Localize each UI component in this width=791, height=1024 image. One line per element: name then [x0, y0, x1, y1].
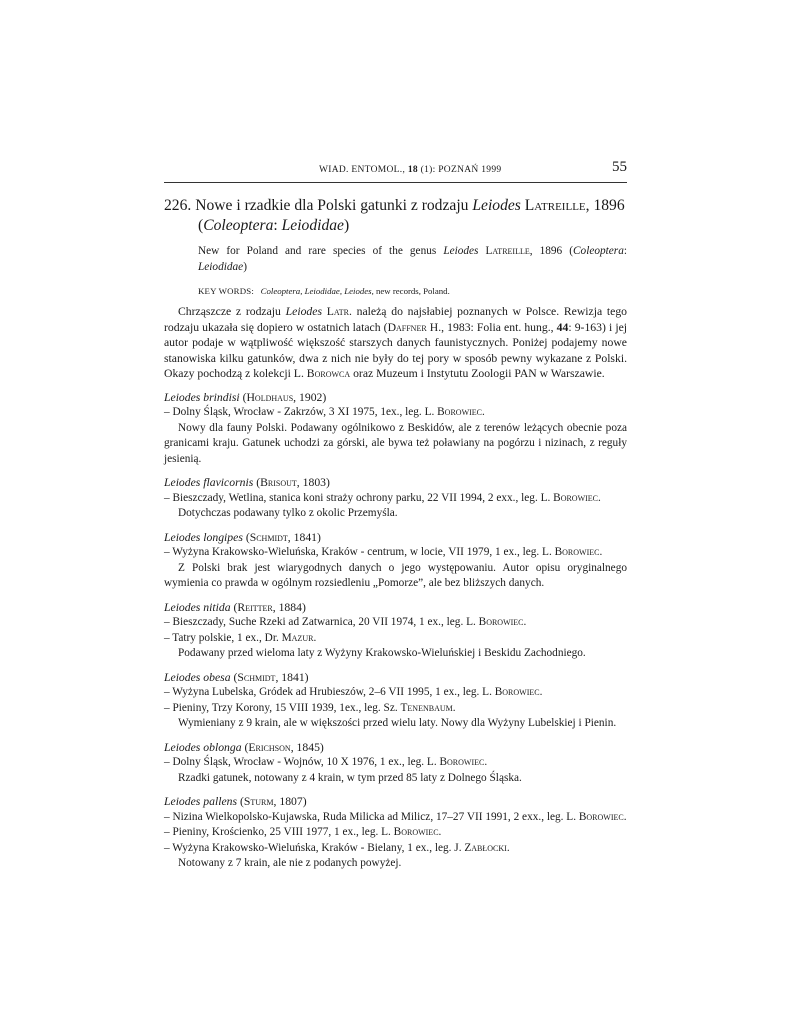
volume-number: 18: [407, 165, 418, 175]
species-list: [164, 390, 627, 872]
species-heading: Leiodes obesa (Schmidt, 1841): [164, 670, 309, 684]
collector-name: Borowiec: [437, 406, 483, 418]
species-note: Podawany przed wieloma laty z Wyżyny Krakowsko-Wieluńskiej i Beskidu Zachodniego.: [178, 647, 586, 659]
collector-name: Borowiec: [393, 826, 439, 838]
species-note: Z Polski brak jest wiarygodnych danych o jego występowaniu. Autor opisu oryginalnego wymienia co prawda w ogólnym rozsiedleniu „Pomorze”, ale bez bliższych danych.: [164, 561, 627, 589]
species-year: , 1841): [275, 670, 309, 684]
species-heading: Leiodes longipes (Schmidt, 1841): [164, 530, 321, 544]
species-note: Wymieniany z 9 krain, ale w większości przed wielu laty. Nowy dla Wyżyny Lubelskiej i Pienin.: [178, 717, 617, 729]
species-author: Reitter: [237, 600, 273, 614]
species-year: , 1807): [273, 795, 307, 808]
species-heading: Leiodes nitida (Reitter, 1884): [164, 600, 306, 614]
species-author: Sturm: [243, 795, 274, 808]
locality-record: – Tatry polskie, 1 ex., Dr. Mazur.: [164, 631, 317, 644]
collector-name: Borowiec: [553, 491, 599, 504]
species-name: Leiodes longipes: [164, 530, 243, 544]
species-year: , 1841): [287, 530, 321, 544]
locality-record: – Pieniny, Trzy Korony, 15 VIII 1939, 1ex., leg. Sz. Tenenbaum.: [164, 701, 456, 714]
species-note: Nowy dla fauny Polski. Podawany ogólnikowo z Beskidów, ale z terenów leżących obecnie poza granicami kraju. Gatunek uchodzi za górski, ale bywa też poławiany na pogórzu i nizinach, z reguły jesienią.: [164, 421, 627, 465]
species-name: Leiodes pallens: [164, 795, 238, 808]
species-name: Leiodes oblonga: [164, 740, 242, 754]
collector-name: Borowiec: [494, 686, 540, 698]
locality-record: – Dolny Śląsk, Wrocław - Zakrzów, 3 XI 1975, 1ex., leg. L. Borowiec.: [164, 406, 485, 418]
species-author: Schmidt: [249, 530, 288, 544]
running-header: [164, 160, 627, 183]
locality-record: – Wyżyna Krakowsko-Wieluńska, Kraków - centrum, w locie, VII 1979, 1 ex., leg. L. Borowiec.: [164, 546, 603, 558]
journal-citation: WIAD. ENTOMOL., 18 (1): POZNAŃ 1999: [319, 165, 502, 175]
locality-record: – Bieszczady, Wetlina, stanica koni straży ochrony parku, 22 VII 1994, 2 exx., leg. L. Borowiec.: [164, 491, 601, 504]
species-author: Schmidt: [237, 670, 276, 684]
species-note: Dotychczas podawany tylko z okolic Przemyśla.: [178, 507, 398, 519]
species-note: Rzadki gatunek, notowany z 4 krain, w tym przed 85 laty z Dolnego Śląska.: [178, 771, 522, 784]
species-heading: Leiodes oblonga (Erichson, 1845): [164, 740, 324, 754]
species-year: , 1884): [272, 600, 306, 614]
species-name: Leiodes flavicornis: [164, 476, 254, 489]
collector-name: Tenenbaum: [400, 701, 453, 714]
locality-record: – Pieniny, Krościenko, 25 VIII 1977, 1 ex., leg. L. Borowiec.: [164, 826, 442, 838]
species-heading: Leiodes flavicornis (Brisout, 1803): [164, 476, 330, 489]
collector-name: Borowiec: [578, 810, 624, 823]
keywords: KEY WORDS: Coleoptera, Leiodidae, Leiodes, new records, Poland.: [198, 286, 450, 296]
species-name: Leiodes brindisi: [164, 390, 240, 404]
intro-paragraph: Chrząszcze z rodzaju Leiodes Latr. należą do najsłabiej poznanych w Polsce. Rewizja tego rodzaju ukazała się dopiero w ostatnich latach (Daffner H., 1983: Folia ent. hung., 44: 9-163) i jej autor podaje w wątpliwość większość starszych danych faunistycznych. Poniżej podajemy nowe stanowiska kilku gatunków, dwa z nich nie były do tej pory w sposób pewny wykazane z Polski. Okazy pochodzą z kolekcji L. Borowca oraz Muzeum i Instytutu Zoologii PAN w Warszawie.: [164, 305, 628, 380]
article-page: [164, 160, 627, 872]
species-author: Brisout: [260, 476, 297, 489]
locality-record: – Wyżyna Krakowsko-Wieluńska, Kraków - Bielany, 1 ex., leg. J. Zabłocki.: [164, 841, 510, 854]
locality-record: – Bieszczady, Suche Rzeki ad Zatwarnica, 20 VII 1974, 1 ex., leg. L. Borowiec.: [164, 616, 527, 628]
collector-name: Mazur: [281, 631, 314, 644]
species-author: Erichson: [248, 740, 291, 754]
species-year: , 1902): [293, 390, 327, 404]
species-name: Leiodes obesa: [164, 670, 231, 684]
page-number: 55: [612, 159, 627, 175]
english-title: New for Poland and rare species of the genus Leiodes Latreille, 1896 (Coleoptera: Leiodidae): [198, 245, 627, 273]
collector-name: Borowiec: [478, 616, 524, 628]
species-author: Holdhaus: [246, 390, 294, 404]
collector-name: Zabłocki: [464, 841, 507, 854]
species-heading: Leiodes brindisi (Holdhaus, 1902): [164, 390, 327, 404]
species-year: , 1845): [290, 740, 324, 754]
collector-name: Borowiec: [439, 756, 485, 768]
species-note: Notowany z 7 krain, ale nie z podanych powyżej.: [178, 857, 402, 869]
keywords-label: KEY WORDS:: [198, 286, 255, 296]
species-name: Leiodes nitida: [164, 600, 231, 614]
locality-record: – Wyżyna Lubelska, Gródek ad Hrubieszów, 2–6 VII 1995, 1 ex., leg. L. Borowiec.: [164, 686, 543, 698]
species-heading: Leiodes pallens (Sturm, 1807): [164, 795, 307, 808]
collector-name: Borowiec: [554, 546, 600, 558]
species-year: , 1803): [296, 476, 330, 489]
locality-record: – Nizina Wielkopolsko-Kujawska, Ruda Milicka ad Milicz, 17–27 VII 1991, 2 exx., leg. L. Borowiec.: [164, 810, 627, 823]
locality-record: – Dolny Śląsk, Wrocław - Wojnów, 10 X 1976, 1 ex., leg. L. Borowiec.: [164, 756, 488, 768]
article-title: 226. Nowe i rzadkie dla Polski gatunki z rodzaju Leiodes Latreille, 1896 (Coleoptera: Leiodidae): [164, 197, 625, 234]
